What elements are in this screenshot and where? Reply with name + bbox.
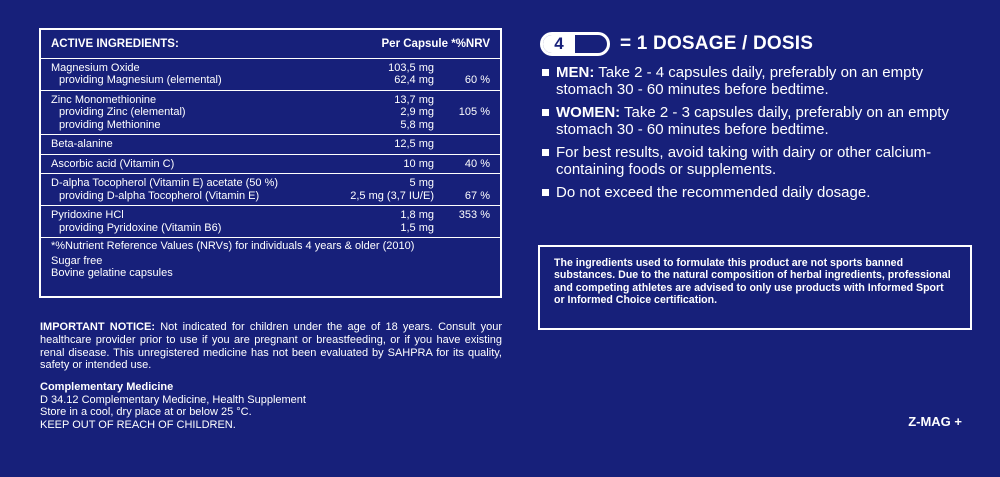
ingredient-line: Ascorbic acid (Vitamin C)	[51, 157, 175, 170]
complementary-medicine	[40, 381, 502, 431]
ingredient-name	[41, 206, 314, 238]
nrv-header-label: %NRV	[455, 38, 490, 50]
nrv-value: 60 %	[464, 74, 490, 86]
dosage-item-text: Take 2 - 4 capsules daily, preferably on an empty stomach 30 - 60 minutes before bedtime.	[556, 64, 924, 98]
dosage-item-text: For best results, avoid taking with dairy or other calcium-containing foods or supplements.	[556, 144, 932, 178]
dosage-item-do-not-exceed	[540, 184, 970, 201]
dosage-item-text: Take 2 - 3 capsules daily, preferably on an empty stomach 30 - 60 minutes before bedtime.	[556, 104, 949, 138]
important-notice	[40, 321, 502, 372]
ingredient-amount	[314, 90, 438, 135]
nrv-value	[448, 62, 490, 75]
nrv-value	[448, 177, 490, 190]
nrv-value: 105 %	[458, 106, 490, 118]
ingredient-amount	[314, 154, 438, 174]
ingredient-name	[41, 174, 314, 206]
ingredient-nrv	[438, 90, 500, 135]
notice-text: Not indicated for children under the age of 18 years. Consult your healthcare provider prior to use if you are pregnant or breastfeeding, or if you have existing renal disease. This unregistered medicine has not been evaluated by SAHPRA for its quality, safety or intended use.	[40, 321, 502, 372]
brand-name: Z-MAG +	[908, 414, 962, 429]
amount-value: 1,8 mg	[400, 209, 434, 221]
nrv-value	[448, 94, 490, 107]
per-capsule-nrv-header	[314, 30, 500, 58]
nrv-footnote: *%Nutrient Reference Values (NRVs) for individuals 4 years & older (2010)	[51, 240, 415, 252]
dosage-list	[540, 64, 970, 201]
ingredient-nrv	[438, 154, 500, 174]
storage-line: Store in a cool, dry place at or below 25 °C.	[40, 406, 252, 418]
notice-label: IMPORTANT NOTICE:	[40, 321, 156, 333]
dosage-item-label: MEN:	[556, 64, 595, 81]
ingredient-row-vitamin-e	[41, 174, 500, 206]
bullet-icon	[542, 109, 549, 116]
bullet-icon	[542, 149, 549, 156]
ingredient-subline: providing Pyridoxine (Vitamin B6)	[59, 221, 222, 234]
dosage-item-men	[540, 64, 970, 98]
dosage-section	[540, 32, 970, 207]
amount-value: 5 mg	[409, 177, 434, 189]
amount-value: 1,5 mg	[400, 221, 434, 234]
ingredient-nrv	[438, 206, 500, 238]
ingredient-line: Zinc Monomethionine	[51, 93, 157, 106]
ingredient-line: Beta-alanine	[51, 138, 113, 150]
nrv-value	[448, 119, 490, 132]
ingredient-amount	[314, 206, 438, 238]
dosage-header	[540, 32, 970, 56]
nrv-value: 40 %	[464, 157, 490, 170]
ingredients-panel	[39, 28, 502, 298]
ingredient-name	[41, 135, 314, 155]
dosage-item-label: WOMEN:	[556, 104, 621, 121]
complementary-title: Complementary Medicine	[40, 381, 174, 393]
ingredient-amount	[314, 174, 438, 206]
ingredient-row-vitamin-c	[41, 154, 500, 174]
ingredient-subline: providing Methionine	[59, 118, 161, 131]
amount-value: 5,8 mg	[400, 118, 434, 131]
keep-out-line: KEEP OUT OF REACH OF CHILDREN.	[40, 418, 236, 431]
amount-value: 13,7 mg	[394, 93, 434, 106]
complementary-line: D 34.12 Complementary Medicine, Health Supplement	[40, 393, 306, 406]
per-capsule-header: Per Capsule	[381, 38, 448, 50]
ingredient-nrv	[438, 135, 500, 155]
nrv-value: 67 %	[464, 189, 490, 202]
ingredient-name	[41, 154, 314, 174]
ingredient-name	[41, 58, 314, 90]
ingredient-line: D-alpha Tocopherol (Vitamin E) acetate (50 %)	[51, 177, 279, 189]
amount-value: 10 mg	[403, 157, 434, 170]
nrv-value	[448, 222, 490, 235]
amount-value: 62,4 mg	[394, 74, 434, 86]
ingredient-row-zinc	[41, 90, 500, 135]
nrv-header: *	[451, 38, 456, 50]
ingredient-name	[41, 90, 314, 135]
ingredient-nrv	[438, 174, 500, 206]
dosage-item-women	[540, 104, 970, 138]
ingredient-row-magnesium	[41, 58, 500, 90]
ingredient-row-beta-alanine	[41, 135, 500, 155]
amount-value: 2,5 mg (3,7 IU/E)	[350, 189, 434, 202]
amount-value: 103,5 mg	[388, 61, 434, 74]
amount-value: 2,9 mg	[400, 106, 434, 118]
ingredient-amount	[314, 135, 438, 155]
capsule-icon	[540, 32, 610, 56]
capsule-count: 4	[543, 35, 575, 53]
ingredients-header-row	[41, 30, 500, 58]
dosage-item-best-results	[540, 144, 970, 178]
sugar-free-note: Sugar free	[51, 254, 103, 267]
sports-notice-panel	[538, 245, 972, 330]
amount-value: 12,5 mg	[394, 138, 434, 150]
dosage-item-text: Do not exceed the recommended daily dosage.	[556, 184, 871, 201]
nrv-value	[448, 138, 490, 151]
capsule-note: Bovine gelatine capsules	[51, 267, 173, 279]
sports-notice-text: The ingredients used to formulate this product are not sports banned substances. Due to the natural composition of herbal ingredients, professional and competing athletes are advised to only use products with Informed Sport or Informed Choice certification.	[554, 257, 951, 306]
ingredient-line: Magnesium Oxide	[51, 61, 140, 74]
ingredient-subline: providing Zinc (elemental)	[59, 106, 186, 118]
bullet-icon	[542, 189, 549, 196]
ingredient-line: Pyridoxine HCl	[51, 209, 124, 221]
ingredients-table	[41, 30, 500, 238]
ingredient-amount	[314, 58, 438, 90]
ingredient-row-pyridoxine	[41, 206, 500, 238]
ingredient-nrv	[438, 58, 500, 90]
ingredient-subline: providing Magnesium (elemental)	[59, 74, 222, 86]
ingredients-header: ACTIVE INGREDIENTS:	[41, 30, 314, 58]
ingredients-footnotes	[41, 238, 500, 284]
ingredient-subline: providing D-alpha Tocopherol (Vitamin E)	[59, 189, 260, 202]
bullet-icon	[542, 69, 549, 76]
dosage-title: = 1 DOSAGE / DOSIS	[620, 33, 814, 54]
nrv-value: 353 %	[458, 209, 490, 221]
